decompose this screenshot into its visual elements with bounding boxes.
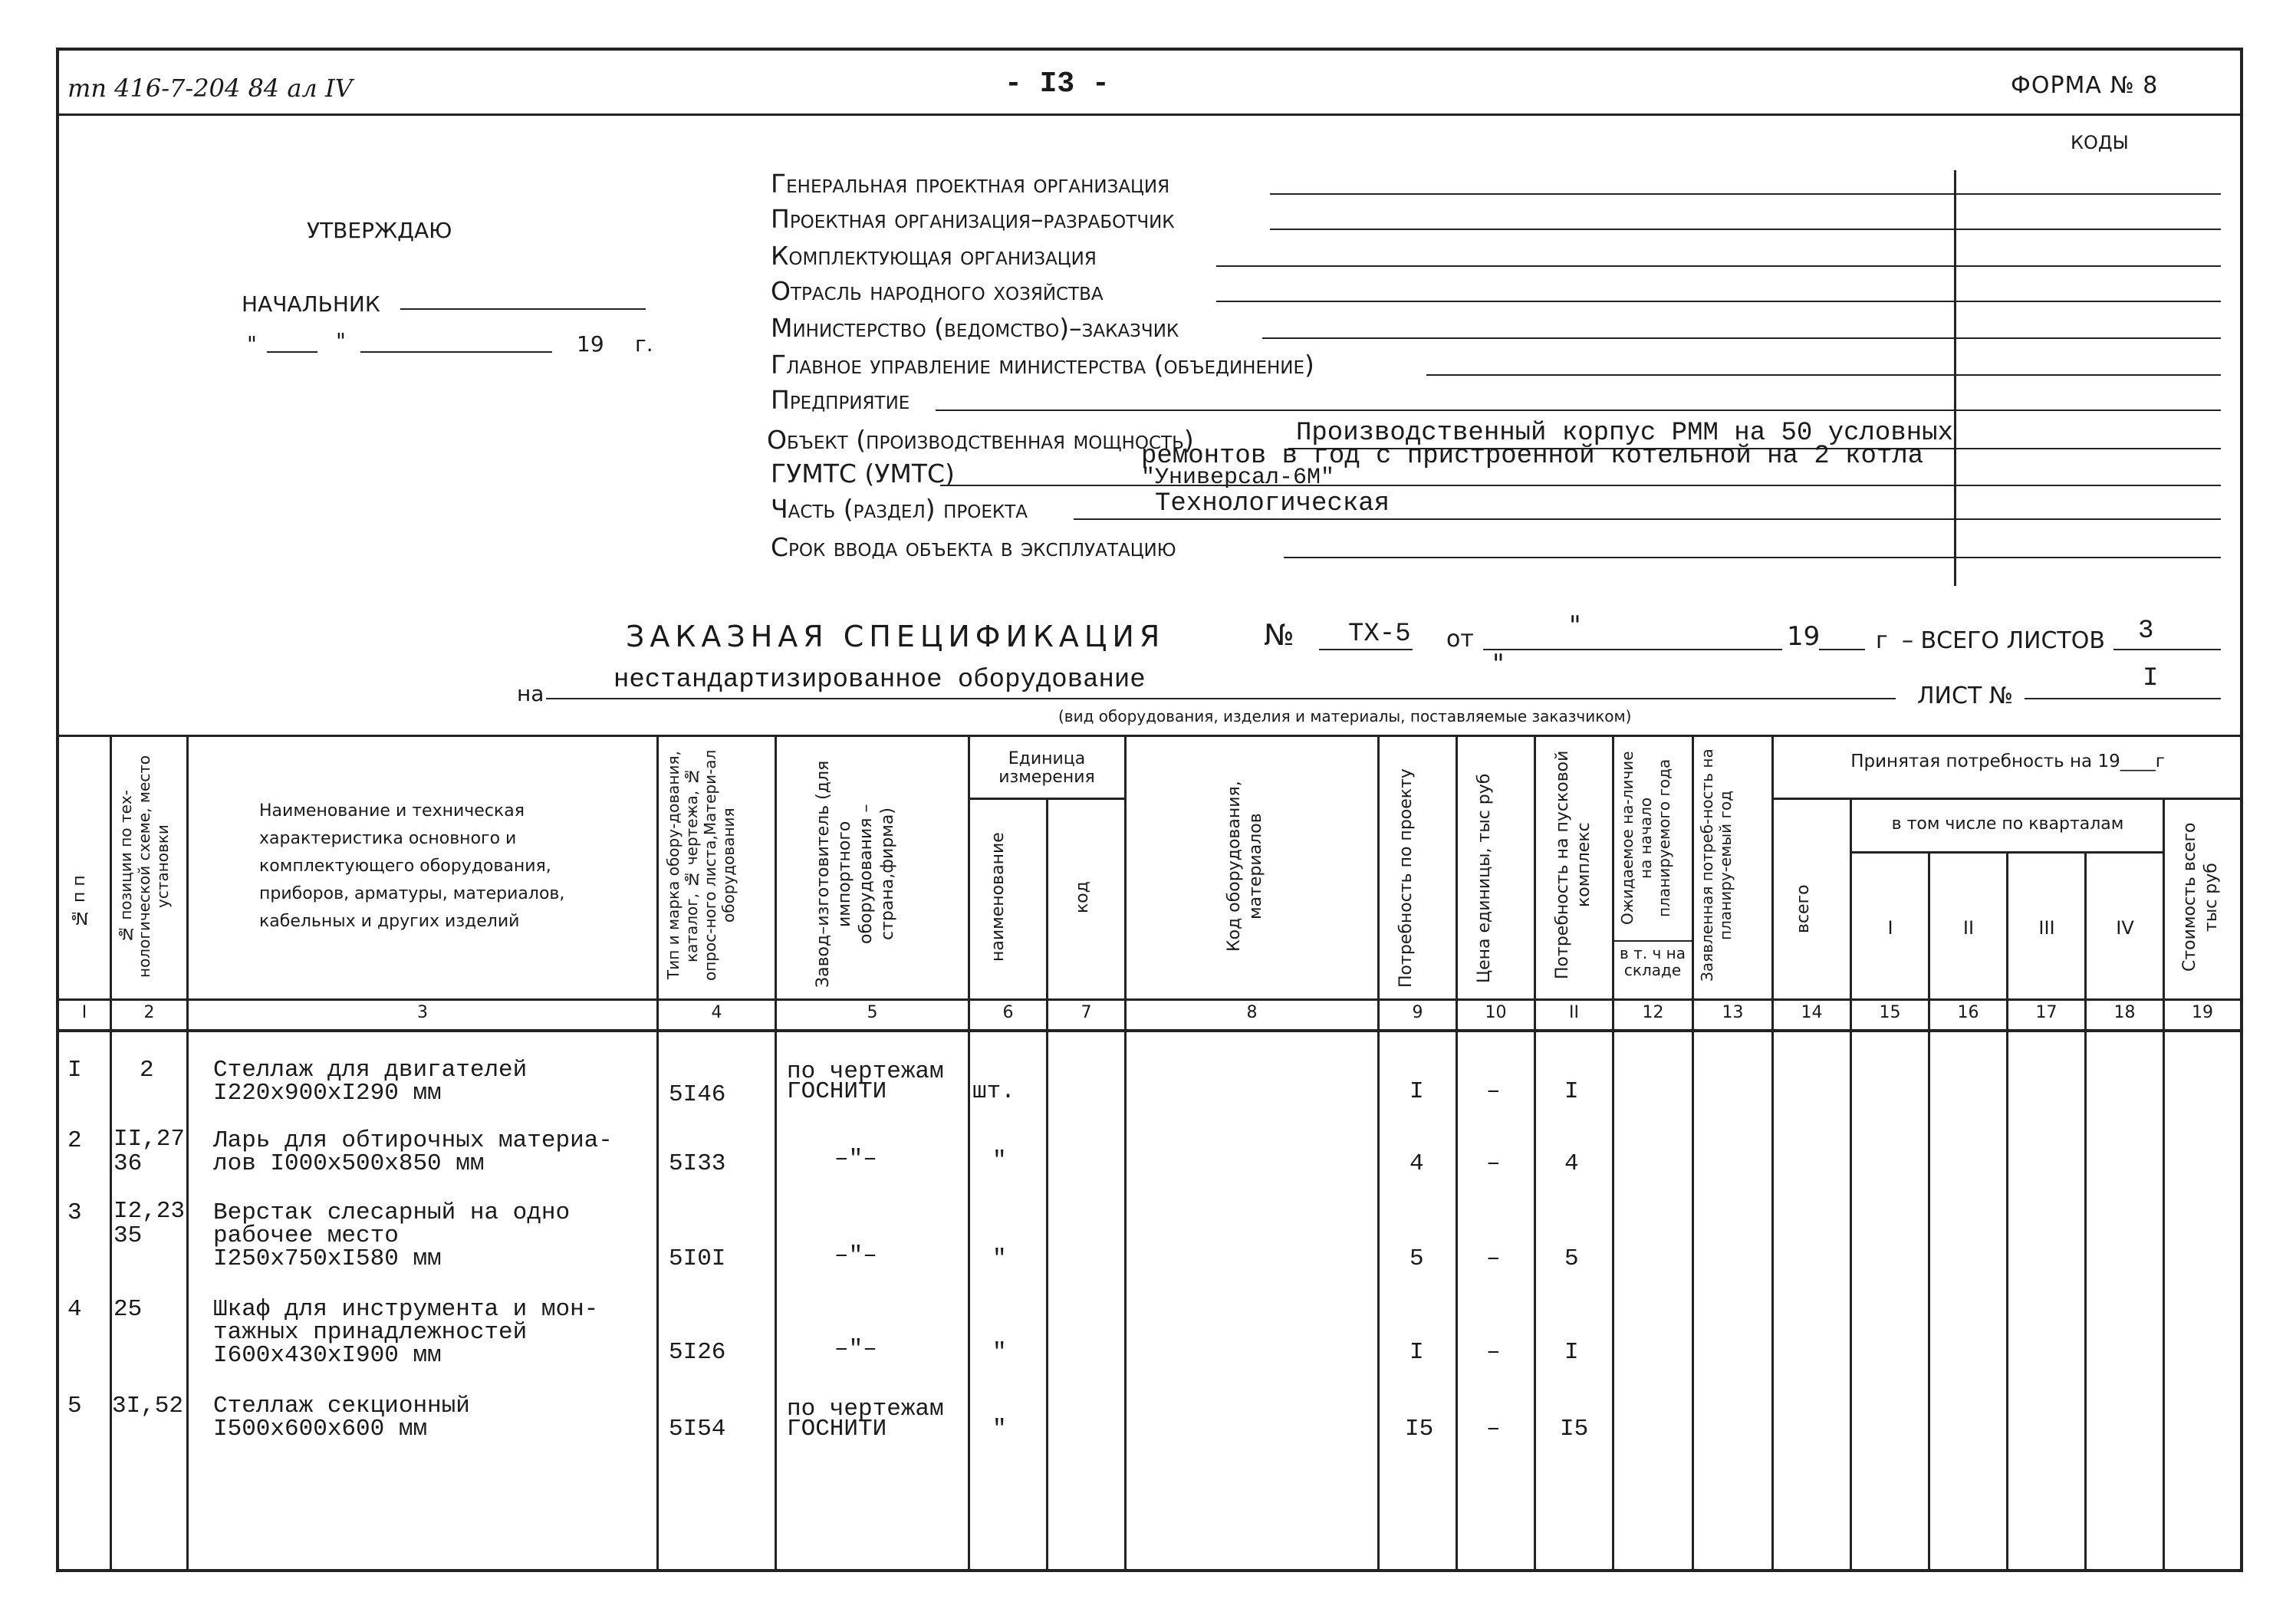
- header-quarters-group: в том числе по кварталам: [1891, 814, 2124, 834]
- colnum-12: 12: [1642, 1003, 1664, 1022]
- colnum-18: 18: [2113, 1003, 2136, 1022]
- spec-title: ЗАКАЗНАЯ СПЕЦИФИКАЦИЯ: [626, 620, 1166, 653]
- colnum-13: 13: [1722, 1003, 1744, 1022]
- spec-no-value: ТХ-5: [1348, 620, 1411, 649]
- row-1-maker-line-2: ГОСНИТИ: [787, 1078, 887, 1105]
- spec-total-sheets-value: 3: [2138, 617, 2154, 646]
- header-c12b: в т. ч на складе: [1619, 944, 1686, 979]
- field-object-label: Объект (производственная мощность): [767, 425, 1194, 455]
- colnum-7: 7: [1081, 1003, 1092, 1022]
- row-3-position: I2,23 35: [113, 1198, 186, 1249]
- quarters-group-line: [1850, 851, 2163, 854]
- field-main-directorate-line: [1426, 374, 2221, 376]
- unit-group-line: [968, 798, 1124, 800]
- field-general-org-line: [1270, 193, 2221, 195]
- row-2-number: 2: [67, 1127, 82, 1154]
- field-ministry-line: [1262, 337, 2221, 339]
- col-line-15: [1928, 851, 1930, 1572]
- header-c4: Тип и марка обору-дования, каталог, № чертежа, № опрос-ного листа,Матери-ал оборудования: [664, 749, 738, 981]
- spec-quote-2: ": [1492, 649, 1505, 679]
- row-5-need: I5: [1405, 1416, 1434, 1442]
- row-1-maker-line-1: по чертежам: [787, 1058, 944, 1085]
- row-2-unit: ": [992, 1147, 1007, 1174]
- colnum-2: 2: [143, 1003, 155, 1022]
- header-c17: III: [2038, 917, 2055, 939]
- row-1-name-line-1: Стеллаж для двигателей: [213, 1057, 528, 1084]
- col-line-9: [1456, 735, 1458, 1572]
- colnum-16: 16: [1957, 1003, 1979, 1022]
- col-line-17: [2084, 851, 2087, 1572]
- colnum-8: 8: [1246, 1003, 1258, 1022]
- row-5-type: 5I54: [669, 1416, 726, 1442]
- row-5-position: 3I,52: [112, 1393, 184, 1419]
- field-enterprise-label: Предприятие: [771, 385, 910, 415]
- field-industry-label: Отрасль народного хозяйства: [771, 276, 1104, 306]
- doc-code: тп 416-7-204 84 ал IV: [67, 74, 353, 103]
- header-c14: всего: [1794, 884, 1813, 933]
- row-4-launch: I: [1564, 1339, 1579, 1366]
- col-line-2: [186, 735, 189, 1572]
- colnum-14: 14: [1801, 1003, 1823, 1022]
- row-5-maker-line-2: ГОСНИТИ: [787, 1416, 887, 1442]
- colnum-4: 4: [711, 1003, 722, 1022]
- spec-on-line: [546, 698, 1896, 699]
- colnum-1: I: [81, 1003, 87, 1022]
- col-line-3: [656, 735, 659, 1572]
- field-project-part-value: Технологическая: [1155, 489, 1390, 518]
- colnum-9: 9: [1412, 1003, 1423, 1022]
- row-4-name-line-3: I600x430xI900 мм: [213, 1342, 442, 1369]
- row-1-need: I: [1410, 1078, 1424, 1105]
- row-4-name-line-2: тажных принадлежностей: [213, 1319, 528, 1346]
- col-line-12: [1692, 735, 1694, 1572]
- colnum-6: 6: [1002, 1003, 1014, 1022]
- col-line-5: [968, 735, 970, 1572]
- row-1-launch: I: [1564, 1078, 1579, 1105]
- date-year-suffix: г.: [635, 331, 653, 357]
- field-main-directorate-label: Главное управление министерства (объединение): [771, 350, 1314, 380]
- row-3-need: 5: [1410, 1245, 1424, 1272]
- date-month-line: [360, 351, 552, 353]
- header-c8: Код оборудования, материалов: [1225, 781, 1265, 952]
- row-4-need: I: [1410, 1339, 1424, 1366]
- header-c9: Потребность по проекту: [1396, 768, 1416, 988]
- field-gumts-line: [940, 485, 2221, 486]
- colnum-15: 15: [1879, 1003, 1901, 1022]
- header-c11: Потребность на пусковой комплекс: [1553, 750, 1594, 980]
- form-label: ФОРМА № 8: [2011, 72, 2159, 99]
- spec-year-line: [1819, 649, 1865, 650]
- row-2-name-line-1: Ларь для обтирочных материа-: [213, 1127, 613, 1154]
- row-3-price: –: [1486, 1245, 1501, 1272]
- spec-note: (вид оборудования, изделия и материалы, поставляемые заказчиком): [1058, 707, 1632, 725]
- col-line-14: [1850, 798, 1852, 1572]
- row-2-type: 5I33: [669, 1150, 726, 1177]
- chief-label: НАЧАЛЬНИК: [242, 291, 380, 317]
- page-number: - I3 -: [1005, 67, 1110, 100]
- field-industry-line: [1216, 301, 2221, 302]
- table-header-bottom: [56, 998, 2243, 1001]
- header-c12: Ожидаемое на-личие на начало планируемого года: [1618, 751, 1673, 926]
- col-line-13: [1771, 735, 1774, 1572]
- date-open-quote: ": [247, 331, 257, 357]
- col-line-4: [775, 735, 777, 1572]
- header-c18: IV: [2116, 917, 2134, 939]
- col-line-6: [1046, 798, 1048, 1572]
- field-object-value: Производственный корпус РММ на 50 условных: [1296, 419, 1953, 448]
- spec-from-label: от: [1446, 626, 1474, 653]
- approve-label: УТВЕРЖДАЮ: [307, 218, 452, 243]
- row-3-number: 3: [67, 1199, 82, 1226]
- row-4-maker: –"–: [834, 1336, 877, 1363]
- spec-quote-1: ": [1569, 610, 1581, 641]
- row-2-position: II,27 36: [113, 1126, 186, 1177]
- row-4-unit: ": [992, 1339, 1007, 1366]
- field-project-part-line: [1074, 518, 2221, 520]
- row-3-name-line-3: I250x750xI580 мм: [213, 1245, 442, 1272]
- spec-no-line: [1319, 649, 1413, 650]
- col-line-8: [1377, 735, 1380, 1572]
- col-line-16: [2006, 851, 2008, 1572]
- row-3-name-line-1: Верстак слесарный на одно: [213, 1199, 571, 1226]
- field-gumts-label: ГУМТС (УМТС): [771, 459, 955, 488]
- header-divider: [56, 113, 2243, 116]
- codes-label: КОДЫ: [2071, 132, 2129, 153]
- codes-column-divider: [1954, 170, 1956, 586]
- header-unit-group: Единица измерения: [998, 749, 1095, 787]
- row-4-position: 25: [113, 1296, 143, 1323]
- field-completing-org-label: Комплектующая организация: [771, 241, 1097, 271]
- row-1-unit: шт.: [972, 1078, 1015, 1105]
- spec-sheet-label: ЛИСТ №: [1917, 683, 2014, 709]
- header-c1: № п п: [70, 875, 89, 927]
- field-commissioning-line: [1284, 557, 2221, 558]
- header-c13: Заявленная потреб-ность на планиру-емый год: [1698, 748, 1735, 982]
- row-1-price: –: [1486, 1078, 1501, 1105]
- col-line-1: [110, 735, 112, 1572]
- row-5-unit: ": [992, 1416, 1007, 1442]
- table-top-border: [56, 735, 2243, 737]
- field-ministry-label: Министерство (ведомство)–заказчик: [771, 313, 1179, 343]
- colnum-10: 10: [1485, 1003, 1507, 1022]
- header-c3: Наименование и техническая характеристика основного и комплектующего оборудования, приборов, арматуры, материалов, кабельных и других изделий: [259, 801, 565, 931]
- row-5-launch: I5: [1560, 1416, 1589, 1442]
- spec-total-sheets-label: – ВСЕГО ЛИСТОВ: [1902, 627, 2105, 654]
- row-1-name-line-2: I220x900xI290 мм: [213, 1080, 442, 1107]
- field-object-continuation-2: "Универсал-6М": [1141, 465, 1335, 491]
- date-day-line: [267, 351, 317, 353]
- spec-total-sheets-line: [2113, 649, 2221, 650]
- row-3-maker: –"–: [834, 1242, 877, 1269]
- row-5-name-line-2: I500x600x600 мм: [213, 1416, 428, 1442]
- row-2-maker: –"–: [834, 1146, 877, 1173]
- spec-date-line: [1483, 649, 1782, 650]
- row-5-maker-line-1: по чертежам: [787, 1396, 944, 1423]
- field-project-org-label: Проектная организация–разработчик: [771, 204, 1175, 234]
- row-1-position: 2: [140, 1057, 154, 1084]
- header-c15: I: [1887, 917, 1893, 939]
- spec-sheet-value: I: [2143, 664, 2159, 693]
- colnum-5: 5: [867, 1003, 878, 1022]
- row-2-launch: 4: [1564, 1150, 1579, 1177]
- row-3-name-line-2: рабочее место: [213, 1222, 399, 1249]
- row-3-unit: ": [992, 1245, 1007, 1272]
- table-colnum-bottom: [56, 1029, 2243, 1032]
- row-4-number: 4: [67, 1296, 82, 1323]
- field-enterprise-line: [936, 410, 2221, 411]
- field-general-org-label: Генеральная проектная организация: [771, 169, 1170, 199]
- header-c2: № позиции по тех-нологической схеме, место установки: [117, 755, 172, 979]
- c12-sub-line: [1612, 940, 1692, 942]
- row-2-name-line-2: лов I000x500x850 мм: [213, 1150, 485, 1177]
- header-c16: II: [1962, 917, 1975, 939]
- field-project-org-line: [1270, 229, 2221, 230]
- colnum-3: 3: [417, 1003, 428, 1022]
- field-object-continuation-1: ремонтов в год с пристроенной котельной на 2 котла: [1141, 442, 1924, 471]
- header-c19: Стоимость всего тыс руб: [2180, 822, 2221, 972]
- date-close-quote: ": [336, 328, 346, 354]
- row-3-type: 5I0I: [669, 1245, 726, 1272]
- row-1-type: 5I46: [669, 1081, 726, 1108]
- colnum-11: II: [1569, 1003, 1579, 1022]
- chief-signature-line: [400, 308, 646, 310]
- spec-on-value: нестандартизированное оборудование: [613, 666, 1146, 695]
- spec-year-suffix: г: [1876, 627, 1888, 654]
- colnum-17: 17: [2035, 1003, 2058, 1022]
- spec-on-label: на: [517, 681, 544, 706]
- colnum-19: 19: [2192, 1003, 2213, 1022]
- header-c6: наименование: [988, 832, 1008, 962]
- header-accepted-group: Принятая потребность на 19____г: [1850, 752, 2165, 771]
- field-completing-org-line: [1216, 265, 2221, 267]
- row-4-price: –: [1486, 1339, 1501, 1366]
- field-project-part-label: Часть (раздел) проекта: [771, 494, 1028, 524]
- col-line-11: [1612, 735, 1614, 1572]
- row-4-type: 5I26: [669, 1339, 726, 1366]
- row-5-number: 5: [67, 1393, 82, 1419]
- row-2-need: 4: [1410, 1150, 1424, 1177]
- col-line-7: [1124, 735, 1127, 1572]
- date-year: 19: [577, 331, 604, 357]
- row-3-launch: 5: [1564, 1245, 1579, 1272]
- header-c10: Цена единицы, тыс руб: [1475, 773, 1494, 983]
- row-1-number: I: [67, 1057, 82, 1084]
- col-line-18: [2163, 798, 2165, 1572]
- spec-no-label: №: [1264, 618, 1294, 652]
- header-c5: Завод–изготовитель (для импортного оборудования –страна,фирма): [814, 760, 897, 989]
- row-2-price: –: [1486, 1150, 1501, 1177]
- accepted-group-line: [1771, 798, 2243, 800]
- field-commissioning-label: Срок ввода объекта в эксплуатацию: [771, 532, 1176, 562]
- row-5-name-line-1: Стеллаж секционный: [213, 1393, 470, 1419]
- row-5-price: –: [1486, 1416, 1501, 1442]
- header-c7: код: [1073, 881, 1092, 913]
- row-4-name-line-1: Шкаф для инструмента и мон-: [213, 1296, 599, 1323]
- spec-year: 19: [1787, 621, 1821, 652]
- col-line-10: [1534, 735, 1536, 1572]
- spec-sheet-line: [2025, 698, 2221, 699]
